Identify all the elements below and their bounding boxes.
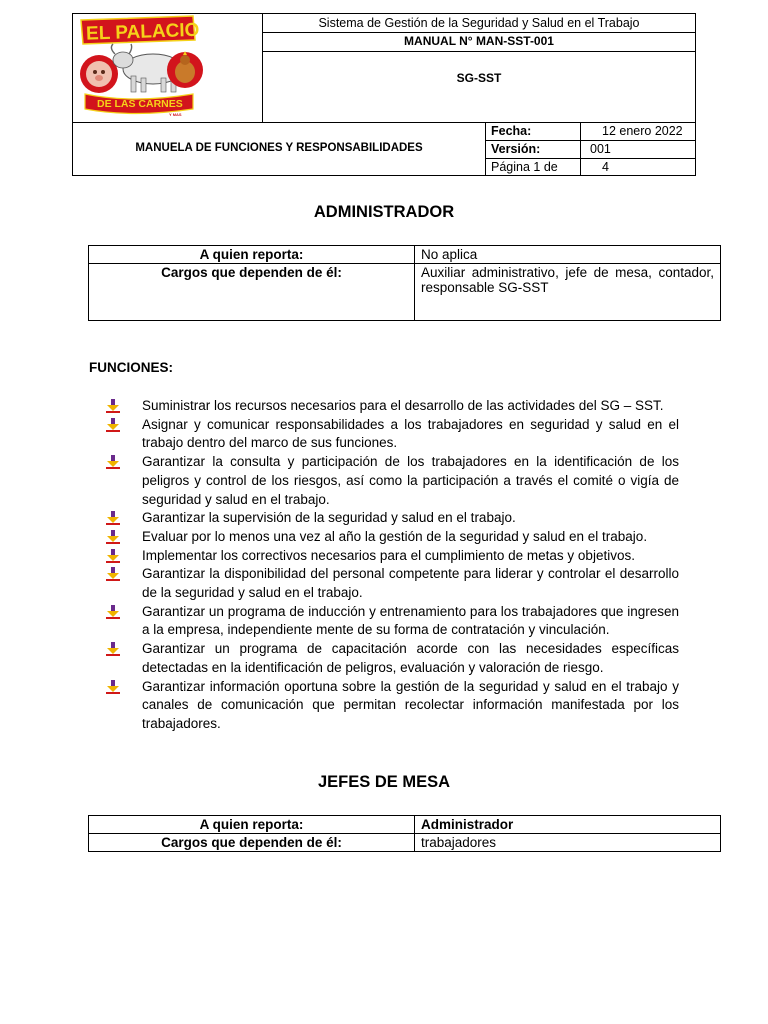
date-value: 12 enero 2022 [602, 124, 683, 138]
function-text: Garantizar la consulta y participación de los trabajadores en la identificación de los peligros y control de los riesgos, así como la participación a través el comité o vigía de seguridad y salud en el trabajo. [142, 454, 679, 507]
table-row [89, 816, 721, 834]
list-item [106, 509, 679, 528]
arrow-bullet-icon [106, 549, 120, 563]
list-item [106, 397, 679, 416]
table-row [89, 264, 721, 321]
section-title-admin: ADMINISTRADOR [313, 203, 455, 221]
list-item [106, 640, 679, 677]
function-text: Evaluar por lo menos una vez al año la gestión de la seguridad y salud en el trabajo. [142, 528, 648, 544]
reports-label: A quien reporta: [89, 246, 415, 264]
svg-text:DE LAS CARNES: DE LAS CARNES [97, 98, 183, 110]
table-row [89, 246, 721, 264]
arrow-bullet-icon [106, 680, 120, 694]
version-label: Versión: [491, 142, 541, 156]
dependents-value: trabajadores [415, 834, 721, 852]
function-text: Garantizar la supervisión de la seguridad y salud en el trabajo. [142, 510, 516, 526]
system-name: Sistema de Gestión de la Seguridad y Salud en el Trabajo [263, 14, 695, 33]
arrow-bullet-icon [106, 399, 120, 413]
jefes-role-table [88, 815, 721, 852]
version-row [486, 140, 695, 159]
table-row [89, 834, 721, 852]
version-value: 001 [590, 142, 611, 156]
page-label: Página 1 de [491, 160, 558, 174]
list-item [106, 678, 679, 734]
section-title-jefes: JEFES DE MESA [317, 773, 451, 791]
function-text: Suministrar los recursos necesarios para el desarrollo de las actividades del SG – SST. [142, 398, 664, 413]
admin-role-table [88, 245, 721, 321]
arrow-bullet-icon [106, 605, 120, 619]
function-text: Garantizar información oportuna sobre la gestión de la seguridad y salud en el trabajo y canales de comunicación que permitan recolectar información manifestada por los trabajadores. [142, 678, 679, 731]
arrow-bullet-icon [106, 511, 120, 525]
arrow-bullet-icon [106, 418, 120, 432]
date-row [486, 122, 695, 141]
function-text: Asignar y comunicar responsabilidades a los trabajadores en seguridad y salud en el trabajo dentro del marco de sus funciones. [142, 416, 679, 451]
reports-value: Administrador [415, 816, 721, 834]
list-item [106, 453, 679, 509]
function-text: Garantizar un programa de capacitación acorde con las necesidades específicas detectadas en la identificación de peligros, evaluación y valoración de riesgo. [142, 641, 679, 675]
arrow-bullet-icon [106, 455, 120, 469]
list-item [106, 528, 679, 547]
arrow-bullet-icon [106, 642, 120, 656]
document-header [72, 13, 696, 176]
page-row [486, 158, 695, 176]
dependents-value: Auxiliar administrativo, jefe de mesa, contador, responsable SG-SST [415, 264, 721, 321]
arrow-bullet-icon [106, 567, 120, 581]
manual-number: MANUAL N° MAN-SST-001 [263, 32, 695, 52]
function-text: Garantizar un programa de inducción y entrenamiento para los trabajadores que ingresen a la empresa, independiente mente de su forma de contratación y vinculación. [142, 603, 679, 638]
list-item [106, 416, 679, 453]
date-label: Fecha: [491, 124, 532, 138]
page-value: 4 [602, 160, 609, 174]
functions-heading: FUNCIONES: [89, 360, 173, 375]
function-text: Implementar los correctivos necesarios para el cumplimiento de metas y objetivos. [142, 547, 635, 563]
function-text: Garantizar la disponibilidad del personal competente para liderar y controlar el desarrollo de la seguridad y salud en el trabajo. [142, 566, 679, 601]
dependents-label: Cargos que dependen de él: [89, 264, 415, 321]
list-item [106, 603, 679, 640]
reports-value: No aplica [415, 246, 721, 264]
arrow-bullet-icon [106, 530, 120, 544]
reports-label: A quien reporta: [89, 816, 415, 834]
list-item [106, 565, 679, 602]
functions-list [106, 397, 679, 734]
svg-text:Y MAS: Y MAS [169, 112, 182, 117]
program-name: SG-SST [456, 71, 502, 85]
dependents-label: Cargos que dependen de él: [89, 834, 415, 852]
list-item [106, 547, 679, 566]
document-title: MANUELA DE FUNCIONES Y RESPONSABILIDADES [135, 142, 423, 154]
svg-text:EL PALACIO: EL PALACIO [85, 19, 200, 45]
company-logo [73, 14, 262, 122]
